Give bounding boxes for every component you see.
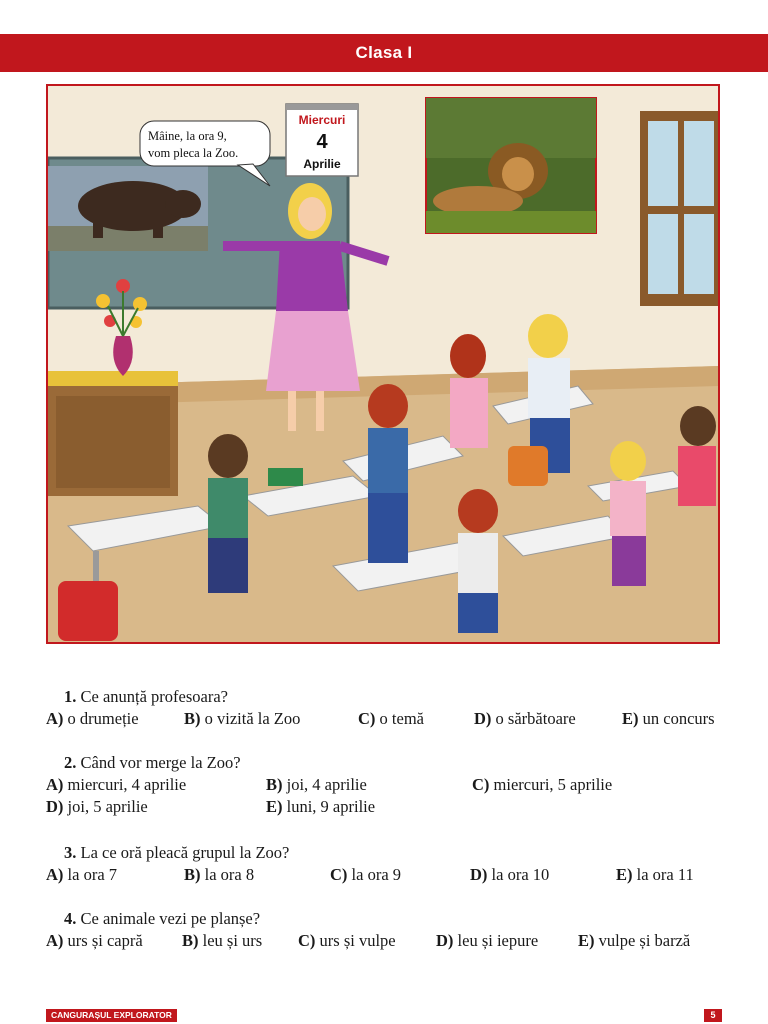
q4-option-b[interactable]: B) leu și urs [182, 931, 263, 950]
classroom-illustration [46, 84, 720, 644]
speech-line-2: vom pleca la Zoo. [148, 146, 239, 160]
question-3-text: 3. La ce oră pleacă grupul la Zoo? [64, 843, 290, 862]
q1-option-a[interactable]: A) o drumeție [46, 709, 139, 728]
calendar-month: Aprilie [303, 157, 341, 171]
calendar-day: Miercuri [298, 113, 346, 127]
q2-option-a[interactable]: A) miercuri, 4 aprilie [46, 775, 187, 794]
q4-option-e[interactable]: E) vulpe și barză [578, 931, 691, 950]
q1-option-b[interactable]: B) o vizită la Zoo [184, 709, 301, 728]
q1-option-e[interactable]: E) un concurs [622, 709, 715, 728]
question-2-text: 2. Când vor merge la Zoo? [64, 753, 241, 772]
q3-option-d[interactable]: D) la ora 10 [470, 865, 550, 884]
q3-option-c[interactable]: C) la ora 9 [330, 865, 402, 884]
q4-option-d[interactable]: D) leu și iepure [436, 931, 539, 950]
header-bar [0, 34, 768, 72]
calendar-date: 4 [316, 131, 328, 153]
speech-line-1: Mâine, la ora 9, [148, 129, 227, 143]
footer-brand: CANGURAȘUL EXPLORATOR [46, 1009, 177, 1022]
teacher-desk [48, 371, 178, 496]
lion-poster [426, 98, 596, 233]
q2-option-e[interactable]: E) luni, 9 aprilie [266, 797, 376, 816]
question-1 [46, 686, 722, 730]
q2-option-c[interactable]: C) miercuri, 5 aprilie [472, 775, 613, 794]
question-4-text: 4. Ce animale vezi pe planșe? [64, 909, 261, 928]
bear-poster [48, 166, 208, 251]
q2-option-b[interactable]: B) joi, 4 aprilie [266, 775, 367, 794]
question-3 [46, 842, 722, 886]
calendar [286, 104, 358, 176]
q3-option-a[interactable]: A) la ora 7 [46, 865, 118, 884]
q3-option-e[interactable]: E) la ora 11 [616, 865, 694, 884]
question-1-text: 1. Ce anunță profesoara? [64, 687, 229, 706]
q2-option-d[interactable]: D) joi, 5 aprilie [46, 797, 148, 816]
window [640, 111, 718, 306]
page-number: 5 [704, 1009, 722, 1022]
question-2 [46, 752, 722, 818]
question-4 [46, 908, 722, 952]
q3-option-b[interactable]: B) la ora 8 [184, 865, 255, 884]
q1-option-c[interactable]: C) o temă [358, 709, 424, 728]
q4-option-a[interactable]: A) urs și capră [46, 931, 143, 950]
page-title: Clasa I [355, 43, 413, 62]
book [268, 468, 303, 486]
q4-option-c[interactable]: C) urs și vulpe [298, 931, 396, 950]
q1-option-d[interactable]: D) o sărbătoare [474, 709, 576, 728]
